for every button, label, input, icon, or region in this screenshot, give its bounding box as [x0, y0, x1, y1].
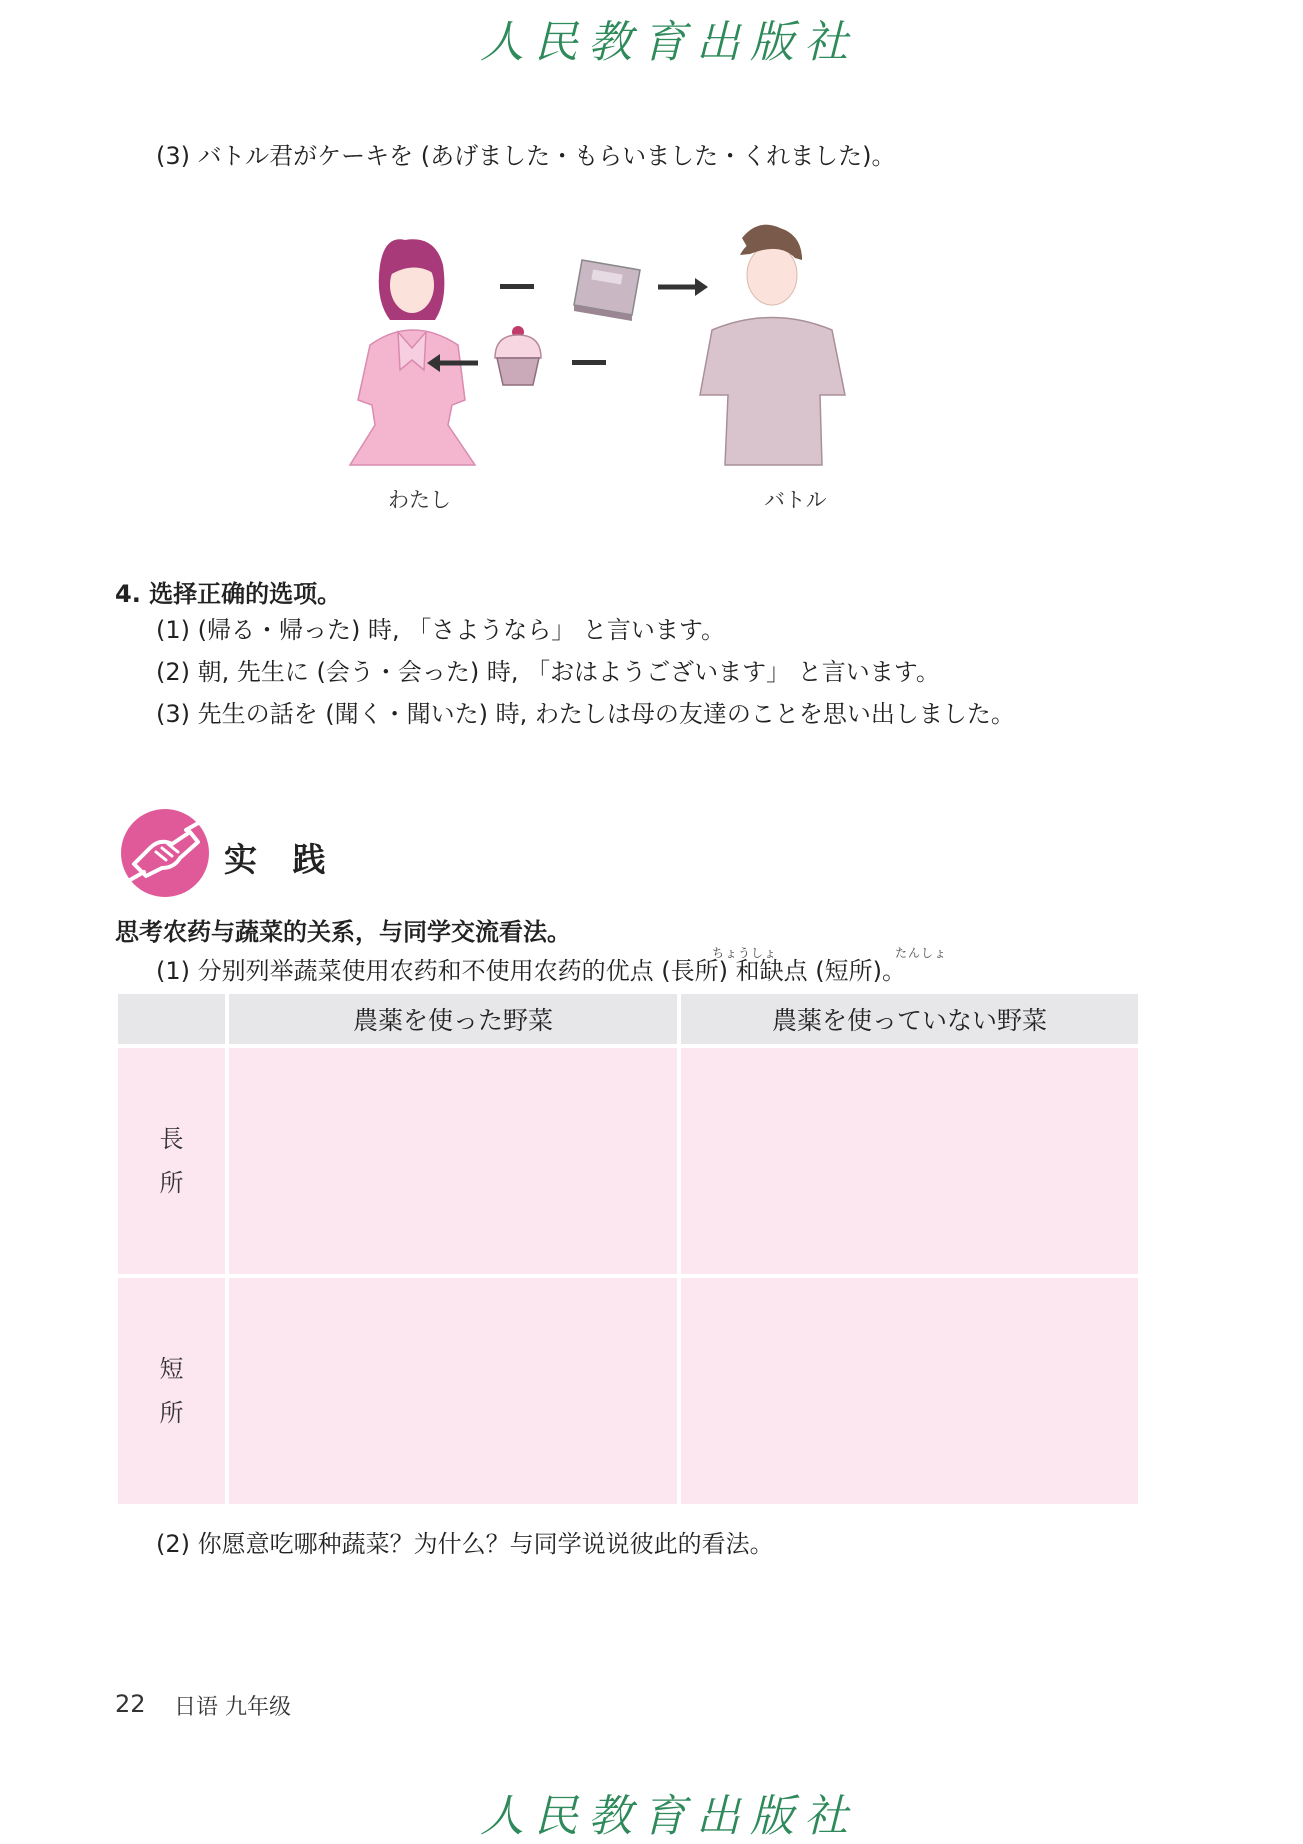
caption-right: バトル: [764, 488, 827, 512]
question-4-item: (2) 朝, 先生に (会う・会った) 時, 「おはようございます」 と言います。: [156, 658, 940, 686]
question-3-text: (3) バトル君がケーキを (あげました・もらいました・くれました)。: [156, 142, 896, 170]
table-row: [118, 1048, 1138, 1274]
question-4-item: (3) 先生の話を (聞く・聞いた) 時, わたしは母の友達のことを思い出しました。: [156, 700, 1015, 728]
item1-mid: ) 和缺点 (: [718, 957, 825, 985]
row-label-char: 長: [159, 1125, 184, 1153]
question-4-item: (1) (帰る・帰った) 時, 「さようなら」 と言います。: [156, 616, 725, 644]
publisher-logo-header: 人民教育出版社: [480, 17, 858, 68]
boy-figure-icon: [700, 225, 845, 465]
dash-icon: [500, 284, 534, 289]
word-tansho: 短所: [824, 957, 873, 985]
book-icon: [574, 260, 640, 321]
table-header-row: [118, 994, 1138, 1044]
exchange-illustration: [340, 220, 880, 470]
item1-suffix: )。: [872, 957, 906, 985]
item1-prefix: (1) 分别列举蔬菜使用农药和不使用农药的优点 (: [156, 957, 671, 985]
ruby-chousho: ちょうしょ: [712, 946, 778, 960]
row-label-char: 所: [159, 1399, 184, 1427]
page-number: 22: [115, 1690, 146, 1718]
table-header-with-pesticide: 農薬を使った野菜: [229, 994, 677, 1044]
table-cell[interactable]: [681, 1278, 1138, 1504]
word-chousho: 長所: [670, 957, 719, 985]
book-title: 日语 九年级: [174, 1695, 291, 1720]
dash-icon: [572, 360, 606, 365]
question-4-heading: 4. 选择正确的选项。: [115, 580, 342, 608]
caption-left: わたし: [388, 488, 451, 512]
handshake-icon: [120, 808, 210, 898]
practice-item-2: (2) 你愿意吃哪种蔬菜？为什么？与同学说说彼此的看法。: [156, 1530, 774, 1558]
table-cell[interactable]: [229, 1048, 677, 1274]
girl-figure-icon: [350, 239, 475, 465]
ruby-tansho: たんしょ: [895, 946, 948, 960]
row-label-cell: [118, 1278, 225, 1504]
row-label-char: 所: [159, 1169, 184, 1197]
cupcake-icon: [495, 326, 541, 385]
practice-instruction: 思考农药与蔬菜的关系，与同学交流看法。: [115, 918, 571, 946]
table-header-corner: [118, 994, 225, 1044]
practice-title: 实 践: [224, 840, 338, 879]
table-row: [118, 1278, 1138, 1504]
publisher-logo-footer: 人民教育出版社: [480, 1791, 858, 1842]
row-label-char: 短: [159, 1355, 184, 1383]
table-cell[interactable]: [229, 1278, 677, 1504]
row-label-cell: [118, 1048, 225, 1274]
arrow-right-icon: [658, 278, 708, 296]
table-cell[interactable]: [681, 1048, 1138, 1274]
pros-cons-table: [114, 990, 1142, 1508]
practice-item-1: [156, 955, 906, 987]
table-header-without-pesticide: 農薬を使っていない野菜: [681, 994, 1138, 1044]
